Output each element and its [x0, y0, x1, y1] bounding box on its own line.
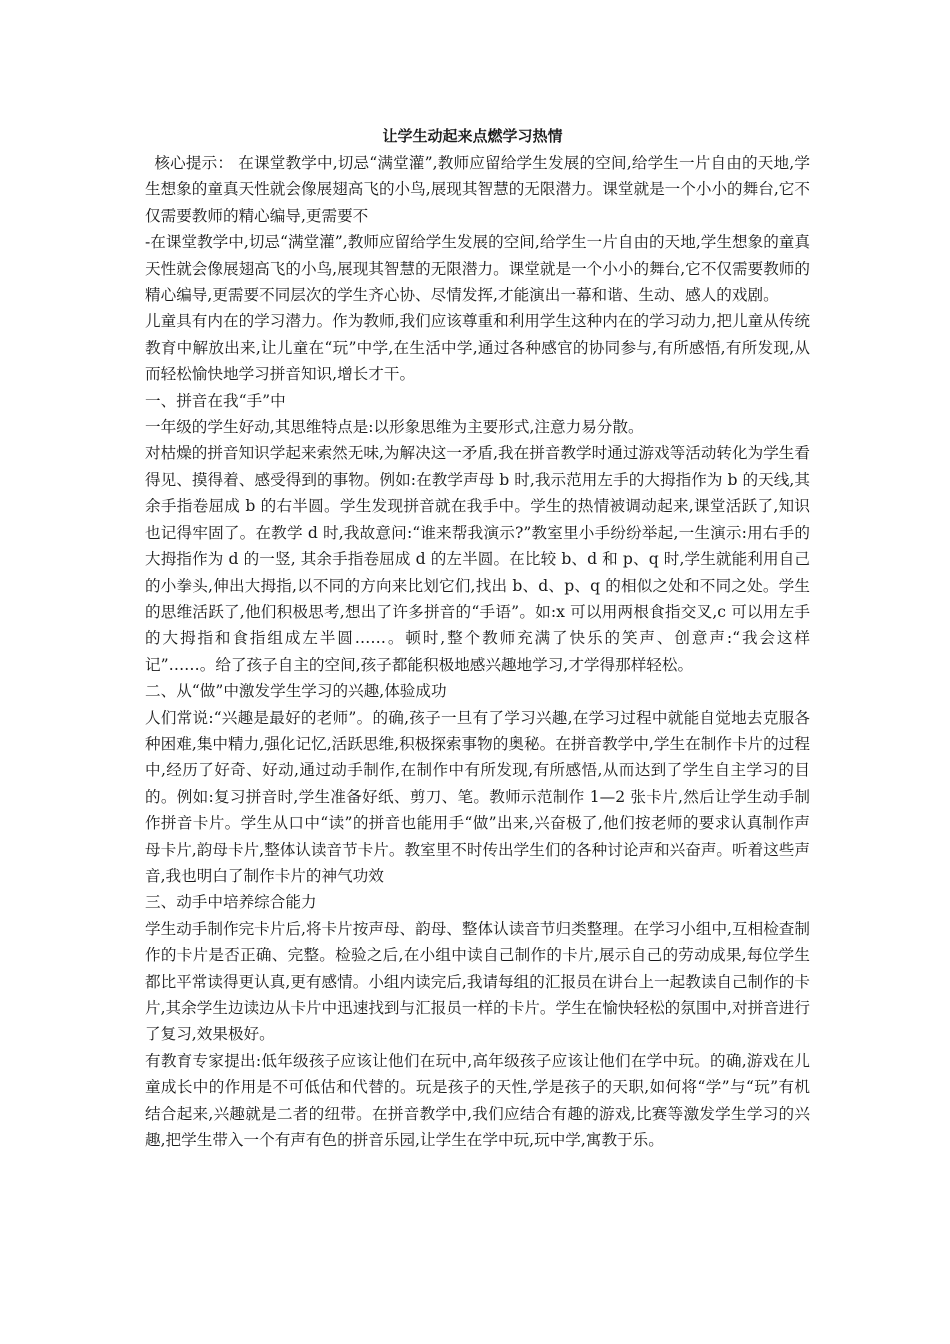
paragraph: 学生动手制作完卡片后,将卡片按声母、韵母、整体认读音节归类整理。在学习小组中,互相检查制作的卡片是否正确、完整。检验之后,在小组中读自己制作的卡片,展示自己的劳动成果,每位学生都比平常读得更认真,更有感情。小组内读完后,我请每组的汇报员在讲台上一起教读自己制作的卡片,其余学生边读边从卡片中迅速找到与汇报员一样的卡片。学生在愉快轻松的氛围中,对拼音进行了复习,效果极好。 — [145, 919, 810, 1044]
paragraph: 儿童具有内在的学习潜力。作为教师,我们应该尊重和利用学生这种内在的学习动力,把儿童从传统教育中解放出来,让儿童在“玩”中学,在生活中学,通过各种感官的协同参与,有所感悟,有所发现,从而轻松愉快地学习拼音知识,增长才干。 — [145, 312, 810, 384]
document-body — [145, 150, 810, 1153]
section-heading: 二、从“做”中激发学生学习的兴趣,体验成功 — [145, 682, 447, 701]
paragraph: 人们常说:“兴趣是最好的老师”。的确,孩子一旦有了学习兴趣,在学习过程中就能自觉地去克服各种困难,集中精力,强化记忆,活跃思维,积极探索事物的奥秘。在拼音教学中,学生在制作卡片的过程中,经历了好奇、好动,通过动手制作,在制作中有所发现,有所感悟,从而达到了学生自主学习的目的。例如:复习拼音时,学生准备好纸、剪刀、笔。教师示范制作 1—2 张卡片,然后让学生动手制作拼音卡片。学生从口中“读”的拼音也能用手“做”出来,兴奋极了,他们按老师的要求认真制作声母卡片,韵母卡片,整体认读音节卡片。教室里不时传出学生们的各种讨论声和兴奋声。听着这些声音,我也明白了制作卡片的神气功效 — [145, 708, 810, 885]
section-heading: 三、动手中培养综合能力 — [145, 893, 317, 912]
paragraph: 核心提示： 在课堂教学中,切忌“满堂灌”,教师应留给学生发展的空间,给学生一片自由的天地,学生想象的童真天性就会像展翅高飞的小鸟,展现其智慧的无限潜力。课堂就是一个小小的舞台,它不仅需要教师的精心编导,更需要不 — [145, 154, 810, 225]
paragraph: 对枯燥的拼音知识学起来索然无味,为解决这一矛盾,我在拼音教学时通过游戏等活动转化为学生看得见、摸得着、感受得到的事物。例如:在教学声母 b 时,我示范用左手的大拇指作为 b 的天线,其余手指卷屈成 b 的右半圆。学生发现拼音就在我手中。学生的热情被调动起来,课堂活跃了,知识也记得牢固了。在教学 d 时,我故意问:“谁来帮我演示?”教室里小手纷纷举起,一生演示:用右手的大拇指作为 d 的一竖, 其余手指卷屈成 d 的左半圆。在比较 b、d 和 p、q 时,学生就能利用自己的小拳头,伸出大拇指,以不同的方向来比划它们,找出 b、d、p、q 的相似之处和不同之处。学生的思维活跃了,他们积极思考,想出了许多拼音的“手语”。如:x 可以用两根食指交叉,c 可以用左手的大拇指和食指组成左半圆……。顿时,整个教师充满了快乐的笑声、创意声:“我会这样记”……。给了孩子自主的空间,孩子都能积极地感兴趣地学习,才学得那样轻松。 — [145, 444, 810, 674]
paragraph: 一年级的学生好动,其思维特点是:以形象思维为主要形式,注意力易分散。 — [145, 418, 644, 437]
paragraph: -在课堂教学中,切忌“满堂灌”,教师应留给学生发展的空间,给学生一片自由的天地,学生想象的童真天性就会像展翅高飞的小鸟,展现其智慧的无限潜力。课堂就是一个小小的舞台,它不仅需要教师的精心编导,更需要不同层次的学生齐心协、尽情发挥,才能演出一幕和谐、生动、感人的戏剧。 — [145, 233, 810, 305]
document-title: 让学生动起来点燃学习热情 — [382, 127, 563, 145]
paragraph: 有教育专家提出:低年级孩子应该让他们在玩中,高年级孩子应该让他们在学中玩。的确,游戏在儿童成长中的作用是不可低估和代替的。玩是孩子的天性,学是孩子的天职,如何将“学”与“玩”有机结合起来,兴趣就是二者的纽带。在拼音教学中,我们应结合有趣的游戏,比赛等激发学生学习的兴趣,把学生带入一个有声有色的拼音乐园,让学生在学中玩,玩中学,寓教于乐。 — [145, 1051, 810, 1150]
document-page — [145, 122, 810, 1153]
section-heading: 一、拼音在我“手”中 — [145, 391, 286, 410]
